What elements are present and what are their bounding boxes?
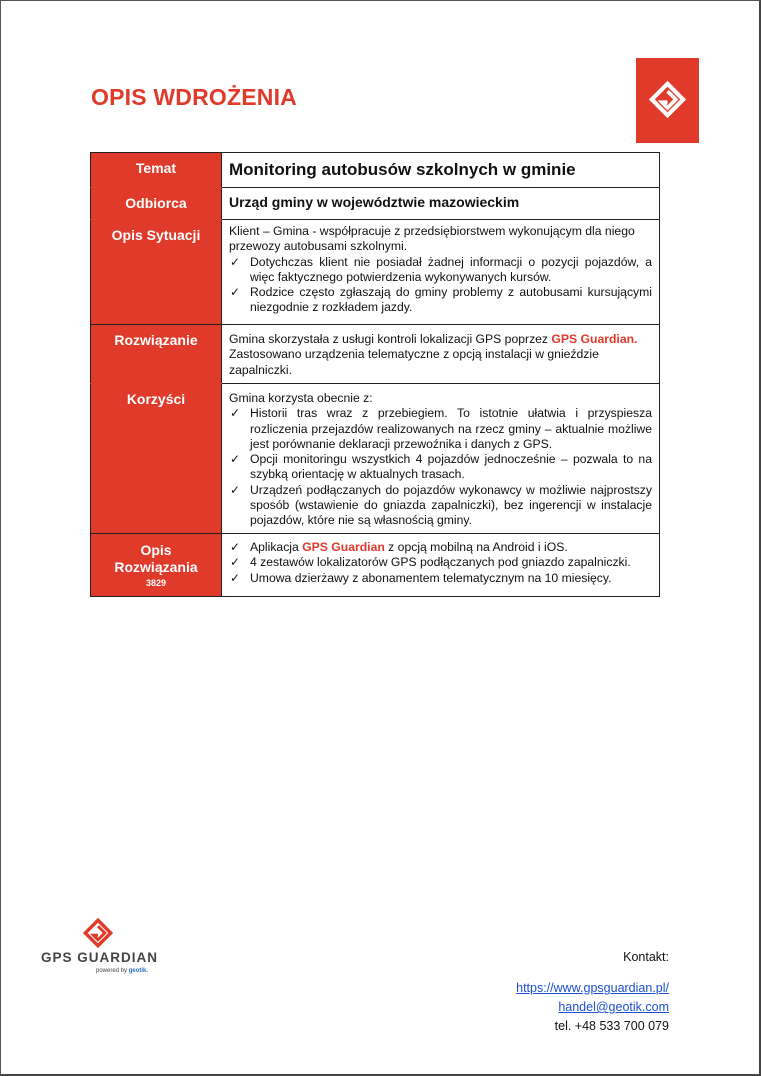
footer-brand: GPS GUARDIAN bbox=[41, 950, 159, 965]
checkmark-icon: ✓ bbox=[230, 570, 241, 585]
email-link[interactable]: handel@geotik.com bbox=[558, 1000, 669, 1014]
website-link[interactable]: https://www.gpsguardian.pl/ bbox=[516, 981, 669, 995]
row-value-opis-sytuacji bbox=[222, 220, 660, 325]
geotik-logo: geotik. bbox=[128, 968, 149, 974]
list-item: ✓ Historii tras wraz z przebiegiem. To istotnie ułatwia i przyspiesza rozliczenia przejazdów realizowanych na rzecz gminy – aktualnie możliwe jest porównanie deklaracji przewoźnika i danych z GPS. bbox=[230, 406, 652, 451]
gps-guardian-logo-icon bbox=[649, 81, 686, 118]
table-row-odbiorca bbox=[91, 188, 660, 220]
row-value-odbiorca: Urząd gminy w województwie mazowieckim bbox=[222, 188, 660, 220]
opis-rozwiazania-list bbox=[229, 540, 652, 586]
table-row-temat bbox=[91, 153, 660, 188]
korzysci-list bbox=[229, 406, 652, 528]
table-row-opis-sytuacji bbox=[91, 220, 660, 325]
list-item: ✓ Dotychczas klient nie posiadał żadnej informacji o pozycji pojazdów, a więc faktycznego potwierdzenia wykonywanych kursów. bbox=[230, 254, 652, 284]
checkmark-icon: ✓ bbox=[230, 555, 241, 570]
row-value-opis-rozwiazania bbox=[222, 534, 660, 597]
label-code: 3829 bbox=[145, 578, 167, 588]
opis-intro: Klient – Gmina - współpracuje z przedsiębiorstwem wykonującym dla niego przewozy autobusami szkolnymi. bbox=[229, 224, 635, 254]
checkmark-icon: ✓ bbox=[230, 540, 241, 554]
row-value-rozwiazanie: Gmina skorzystała z usługi kontroli lokalizacji GPS poprzez GPS Guardian. Zastosowano urządzenia telematyczne z opcją instalacji w gnieździe zapalniczki. bbox=[222, 325, 660, 384]
table-row-rozwiazanie bbox=[91, 325, 660, 384]
row-label-odbiorca: Odbiorca bbox=[91, 188, 222, 220]
list-item: ✓ Aplikacja GPS Guardian z opcją mobilną na Android i iOS. bbox=[230, 540, 568, 554]
list-item: ✓ Umowa dzierżawy z abonamentem telematycznym na 10 miesięcy. bbox=[230, 570, 612, 585]
contact-block bbox=[516, 948, 669, 1036]
korzysci-intro: Gmina korzysta obecnie z: bbox=[229, 391, 373, 405]
checkmark-icon: ✓ bbox=[230, 254, 241, 269]
row-value-temat: Monitoring autobusów szkolnych w gminie bbox=[222, 153, 660, 188]
header-logo bbox=[636, 58, 699, 143]
list-item: ✓ Rodzice często zgłaszają do gminy problemy z autobusami kursującymi niezgodnie z rozkładem jazdy. bbox=[230, 285, 652, 315]
contact-label: Kontakt: bbox=[623, 950, 669, 964]
brand-highlight: GPS Guardian bbox=[302, 540, 385, 554]
row-label-temat: Temat bbox=[91, 153, 222, 188]
row-label-opis-rozwiazania bbox=[91, 534, 222, 597]
checkmark-icon: ✓ bbox=[230, 452, 241, 467]
row-label-opis-sytuacji: Opis Sytuacji bbox=[91, 220, 222, 325]
page-title: OPIS WDROŻENIA bbox=[91, 84, 297, 110]
info-table bbox=[90, 152, 660, 597]
checkmark-icon: ✓ bbox=[230, 482, 241, 497]
label-line-1: Opis bbox=[140, 542, 172, 558]
table-row-opis-rozwiazania bbox=[91, 534, 660, 597]
row-label-rozwiazanie: Rozwiązanie bbox=[91, 325, 222, 384]
table-row-korzysci bbox=[91, 384, 660, 534]
phone-number: tel. +48 533 700 079 bbox=[554, 1019, 669, 1033]
row-value-korzysci bbox=[222, 384, 660, 534]
gps-guardian-logo-icon bbox=[83, 918, 113, 948]
label-line-2: Rozwiązania bbox=[114, 559, 198, 575]
checkmark-icon: ✓ bbox=[230, 285, 241, 300]
list-item: ✓ Urządzeń podłączanych do pojazdów wykonawcy w możliwie najprostszy sposób (wstawienie do gniazda zapalniczki), bez ingerencji w instalacje pojazdów, które nie są własnością gminy. bbox=[230, 482, 652, 528]
list-item: ✓ 4 zestawów lokalizatorów GPS podłączanych pod gniazdo zapalniczki. bbox=[230, 555, 631, 570]
checkmark-icon: ✓ bbox=[230, 406, 241, 421]
opis-list bbox=[229, 255, 652, 316]
row-label-korzysci: Korzyści bbox=[91, 384, 222, 534]
brand-highlight: GPS Guardian. bbox=[551, 332, 638, 346]
list-item: ✓ Opcji monitoringu wszystkich 4 pojazdów jednocześnie – pozwala to na szybką orientację w aktualnych trasach. bbox=[230, 452, 652, 482]
powered-by: powered by geotik. bbox=[96, 968, 149, 974]
